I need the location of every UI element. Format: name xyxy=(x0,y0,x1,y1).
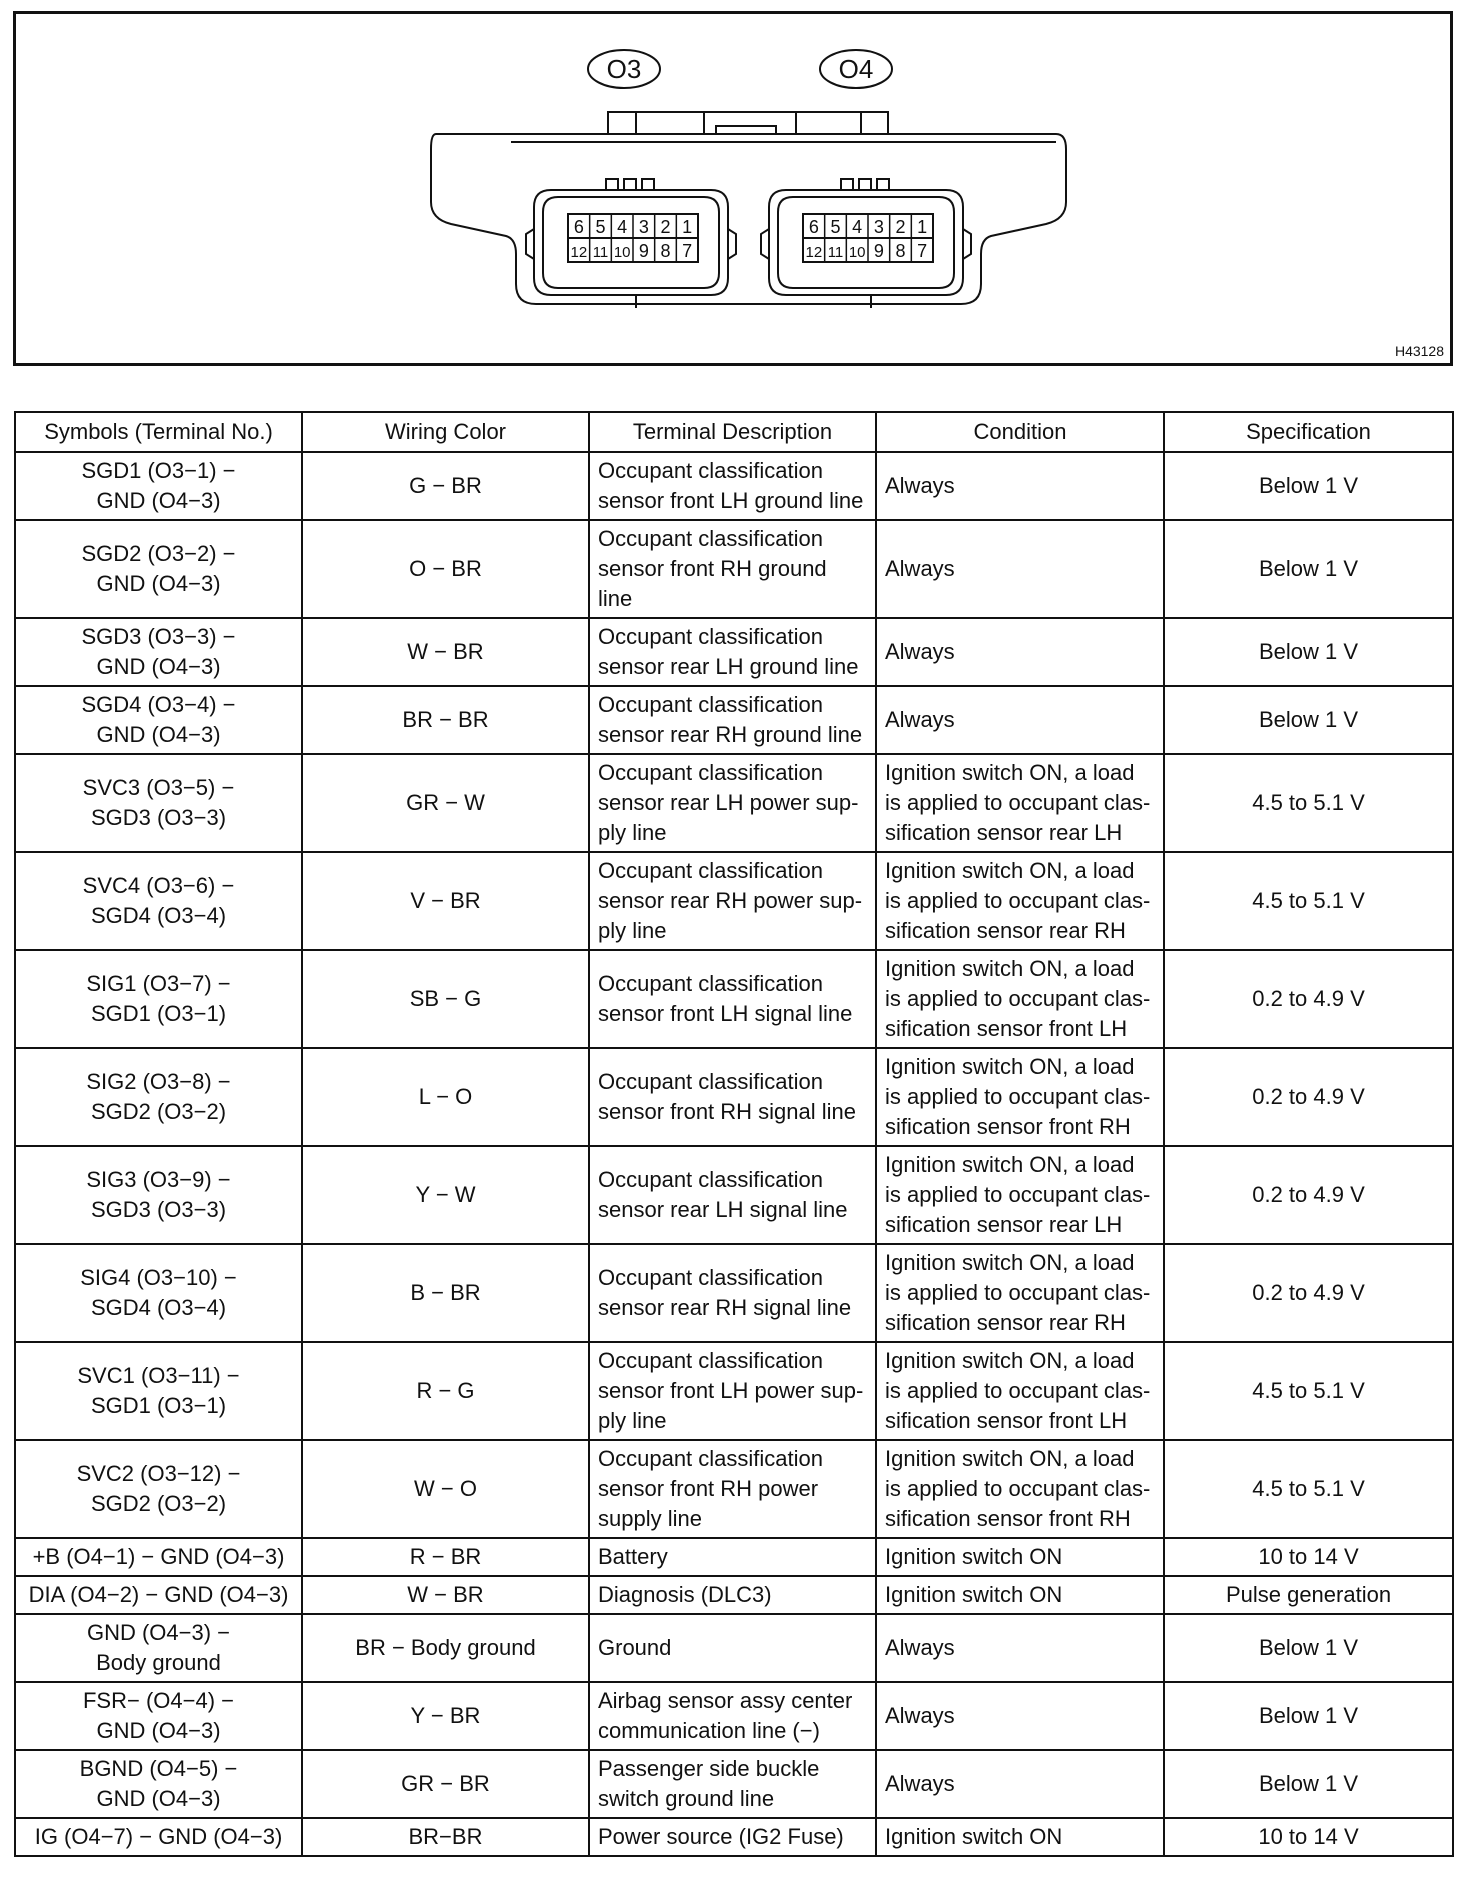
cell-specification: 10 to 14 V xyxy=(1164,1818,1453,1856)
pin-number: 5 xyxy=(595,217,606,237)
cell-condition: Ignition switch ON xyxy=(876,1538,1164,1576)
pin-number: 1 xyxy=(682,217,693,237)
cell-specification: 10 to 14 V xyxy=(1164,1538,1453,1576)
cell-terminal-description: Occupant classification sensor rear LH ground line xyxy=(589,618,876,686)
cell-terminal-description: Occupant classification sensor front RH signal line xyxy=(589,1048,876,1146)
cell-symbols: SIG1 (O3−7) − SGD1 (O3−1) xyxy=(15,950,302,1048)
pin-number: 4 xyxy=(852,217,863,237)
cell-wiring-color: O − BR xyxy=(302,520,589,618)
pin-number: 3 xyxy=(638,217,649,237)
cell-symbols: +B (O4−1) − GND (O4−3) xyxy=(15,1538,302,1576)
cell-specification: Below 1 V xyxy=(1164,1682,1453,1750)
connector-label-o4: O4 xyxy=(838,54,874,84)
pin-number: 10 xyxy=(848,244,866,261)
cell-wiring-color: V − BR xyxy=(302,852,589,950)
cell-terminal-description: Occupant classification sensor rear LH power sup- ply line xyxy=(589,754,876,852)
cell-condition: Always xyxy=(876,1682,1164,1750)
cell-terminal-description: Occupant classification sensor front LH power sup- ply line xyxy=(589,1342,876,1440)
cell-symbols: DIA (O4−2) − GND (O4−3) xyxy=(15,1576,302,1614)
cell-symbols: SIG3 (O3−9) − SGD3 (O3−3) xyxy=(15,1146,302,1244)
cell-wiring-color: SB − G xyxy=(302,950,589,1048)
cell-symbols: SVC1 (O3−11) − SGD1 (O3−1) xyxy=(15,1342,302,1440)
cell-wiring-color: L − O xyxy=(302,1048,589,1146)
cell-condition: Always xyxy=(876,1614,1164,1682)
header-specification: Specification xyxy=(1164,412,1453,452)
cell-symbols: SVC4 (O3−6) − SGD4 (O3−4) xyxy=(15,852,302,950)
header-terminal-description: Terminal Description xyxy=(589,412,876,452)
table-row xyxy=(15,852,1453,950)
connector-label-o3: O3 xyxy=(606,54,642,84)
cell-specification: 4.5 to 5.1 V xyxy=(1164,852,1453,950)
cell-symbols: GND (O4−3) − Body ground xyxy=(15,1614,302,1682)
table-row xyxy=(15,1538,1453,1576)
pin-number: 10 xyxy=(613,244,631,261)
table-row xyxy=(15,1244,1453,1342)
cell-specification: 0.2 to 4.9 V xyxy=(1164,950,1453,1048)
cell-wiring-color: W − O xyxy=(302,1440,589,1538)
cell-terminal-description: Battery xyxy=(589,1538,876,1576)
pin-number: 11 xyxy=(827,244,844,261)
cell-specification: 0.2 to 4.9 V xyxy=(1164,1146,1453,1244)
cell-symbols: SGD4 (O3−4) − GND (O4−3) xyxy=(15,686,302,754)
cell-symbols: SGD1 (O3−1) − GND (O4−3) xyxy=(15,452,302,520)
pin-number: 6 xyxy=(573,217,584,237)
cell-condition: Always xyxy=(876,520,1164,618)
table-row xyxy=(15,520,1453,618)
table-header-row xyxy=(15,412,1453,452)
cell-wiring-color: W − BR xyxy=(302,618,589,686)
cell-specification: Below 1 V xyxy=(1164,452,1453,520)
pin-number: 6 xyxy=(808,217,819,237)
cell-specification: 0.2 to 4.9 V xyxy=(1164,1048,1453,1146)
table-row xyxy=(15,1750,1453,1818)
pin-number: 11 xyxy=(592,244,609,261)
table-row xyxy=(15,1818,1453,1856)
cell-terminal-description: Occupant classification sensor front LH ground line xyxy=(589,452,876,520)
cell-specification: 4.5 to 5.1 V xyxy=(1164,754,1453,852)
pin-number: 12 xyxy=(570,244,588,261)
cell-specification: 4.5 to 5.1 V xyxy=(1164,1440,1453,1538)
table-row xyxy=(15,1576,1453,1614)
connector-diagram xyxy=(16,14,1450,363)
cell-terminal-description: Occupant classification sensor front RH ground line xyxy=(589,520,876,618)
cell-wiring-color: BR − BR xyxy=(302,686,589,754)
cell-specification: Below 1 V xyxy=(1164,618,1453,686)
cell-wiring-color: R − G xyxy=(302,1342,589,1440)
header-condition: Condition xyxy=(876,412,1164,452)
table-row xyxy=(15,1682,1453,1750)
pin-number: 9 xyxy=(638,241,649,261)
cell-wiring-color: BR−BR xyxy=(302,1818,589,1856)
cell-symbols: SIG2 (O3−8) − SGD2 (O3−2) xyxy=(15,1048,302,1146)
cell-terminal-description: Passenger side buckle switch ground line xyxy=(589,1750,876,1818)
cell-wiring-color: GR − BR xyxy=(302,1750,589,1818)
cell-wiring-color: Y − W xyxy=(302,1146,589,1244)
table-row xyxy=(15,1146,1453,1244)
table-row xyxy=(15,686,1453,754)
cell-symbols: SVC2 (O3−12) − SGD2 (O3−2) xyxy=(15,1440,302,1538)
pin-number: 3 xyxy=(873,217,884,237)
pin-number: 5 xyxy=(830,217,841,237)
cell-condition: Ignition switch ON, a load is applied to occupant clas- sification sensor front LH xyxy=(876,1342,1164,1440)
pin-number: 7 xyxy=(917,241,928,261)
cell-wiring-color: GR − W xyxy=(302,754,589,852)
cell-condition: Ignition switch ON, a load is applied to occupant clas- sification sensor front LH xyxy=(876,950,1164,1048)
cell-wiring-color: Y − BR xyxy=(302,1682,589,1750)
cell-terminal-description: Ground xyxy=(589,1614,876,1682)
table-row xyxy=(15,1440,1453,1538)
cell-terminal-description: Occupant classification sensor rear LH signal line xyxy=(589,1146,876,1244)
cell-terminal-description: Occupant classification sensor rear RH ground line xyxy=(589,686,876,754)
pin-number: 9 xyxy=(873,241,884,261)
cell-specification: 0.2 to 4.9 V xyxy=(1164,1244,1453,1342)
cell-symbols: SIG4 (O3−10) − SGD4 (O3−4) xyxy=(15,1244,302,1342)
ecu-housing-outline xyxy=(431,134,1066,304)
cell-condition: Always xyxy=(876,1750,1164,1818)
pin-number: 1 xyxy=(917,217,928,237)
cell-specification: 4.5 to 5.1 V xyxy=(1164,1342,1453,1440)
cell-symbols: SGD2 (O3−2) − GND (O4−3) xyxy=(15,520,302,618)
pin-number: 7 xyxy=(682,241,693,261)
pin-number: 4 xyxy=(617,217,628,237)
cell-symbols: FSR− (O4−4) − GND (O4−3) xyxy=(15,1682,302,1750)
pin-number: 8 xyxy=(895,241,906,261)
cell-symbols: SGD3 (O3−3) − GND (O4−3) xyxy=(15,618,302,686)
cell-condition: Ignition switch ON xyxy=(876,1818,1164,1856)
cell-specification: Below 1 V xyxy=(1164,1750,1453,1818)
cell-condition: Ignition switch ON, a load is applied to occupant clas- sification sensor rear LH xyxy=(876,1146,1164,1244)
connector-diagram-frame xyxy=(13,11,1453,366)
cell-condition: Ignition switch ON, a load is applied to occupant clas- sification sensor rear RH xyxy=(876,1244,1164,1342)
cell-condition: Always xyxy=(876,618,1164,686)
cell-wiring-color: B − BR xyxy=(302,1244,589,1342)
cell-symbols: IG (O4−7) − GND (O4−3) xyxy=(15,1818,302,1856)
cell-specification: Pulse generation xyxy=(1164,1576,1453,1614)
header-symbols: Symbols (Terminal No.) xyxy=(15,412,302,452)
cell-condition: Ignition switch ON xyxy=(876,1576,1164,1614)
connector-o3 xyxy=(526,179,736,308)
pin-number: 12 xyxy=(805,244,823,261)
terminal-spec-table xyxy=(14,411,1454,1857)
table-row xyxy=(15,452,1453,520)
table-row xyxy=(15,618,1453,686)
cell-terminal-description: Power source (IG2 Fuse) xyxy=(589,1818,876,1856)
cell-terminal-description: Occupant classification sensor front LH signal line xyxy=(589,950,876,1048)
connector-o4 xyxy=(761,179,971,308)
cell-symbols: SVC3 (O3−5) − SGD3 (O3−3) xyxy=(15,754,302,852)
cell-specification: Below 1 V xyxy=(1164,1614,1453,1682)
cell-specification: Below 1 V xyxy=(1164,520,1453,618)
cell-terminal-description: Occupant classification sensor rear RH power sup- ply line xyxy=(589,852,876,950)
cell-condition: Ignition switch ON, a load is applied to occupant clas- sification sensor front RH xyxy=(876,1048,1164,1146)
cell-symbols: BGND (O4−5) − GND (O4−3) xyxy=(15,1750,302,1818)
header-wiring-color: Wiring Color xyxy=(302,412,589,452)
cell-condition: Always xyxy=(876,686,1164,754)
connector-top-tab xyxy=(608,112,888,134)
table-row xyxy=(15,1342,1453,1440)
cell-condition: Ignition switch ON, a load is applied to occupant clas- sification sensor rear LH xyxy=(876,754,1164,852)
table-row xyxy=(15,1614,1453,1682)
cell-wiring-color: BR − Body ground xyxy=(302,1614,589,1682)
cell-wiring-color: R − BR xyxy=(302,1538,589,1576)
cell-terminal-description: Occupant classification sensor front RH power supply line xyxy=(589,1440,876,1538)
table-row xyxy=(15,754,1453,852)
cell-condition: Ignition switch ON, a load is applied to occupant clas- sification sensor front RH xyxy=(876,1440,1164,1538)
cell-specification: Below 1 V xyxy=(1164,686,1453,754)
cell-wiring-color: G − BR xyxy=(302,452,589,520)
cell-terminal-description: Airbag sensor assy center communication line (−) xyxy=(589,1682,876,1750)
cell-wiring-color: W − BR xyxy=(302,1576,589,1614)
cell-terminal-description: Occupant classification sensor rear RH signal line xyxy=(589,1244,876,1342)
pin-number: 8 xyxy=(660,241,671,261)
cell-terminal-description: Diagnosis (DLC3) xyxy=(589,1576,876,1614)
cell-condition: Ignition switch ON, a load is applied to occupant clas- sification sensor rear RH xyxy=(876,852,1164,950)
pin-number: 2 xyxy=(895,217,906,237)
pin-number: 2 xyxy=(660,217,671,237)
table-row xyxy=(15,950,1453,1048)
figure-id: H43128 xyxy=(1394,343,1444,359)
cell-condition: Always xyxy=(876,452,1164,520)
table-row xyxy=(15,1048,1453,1146)
